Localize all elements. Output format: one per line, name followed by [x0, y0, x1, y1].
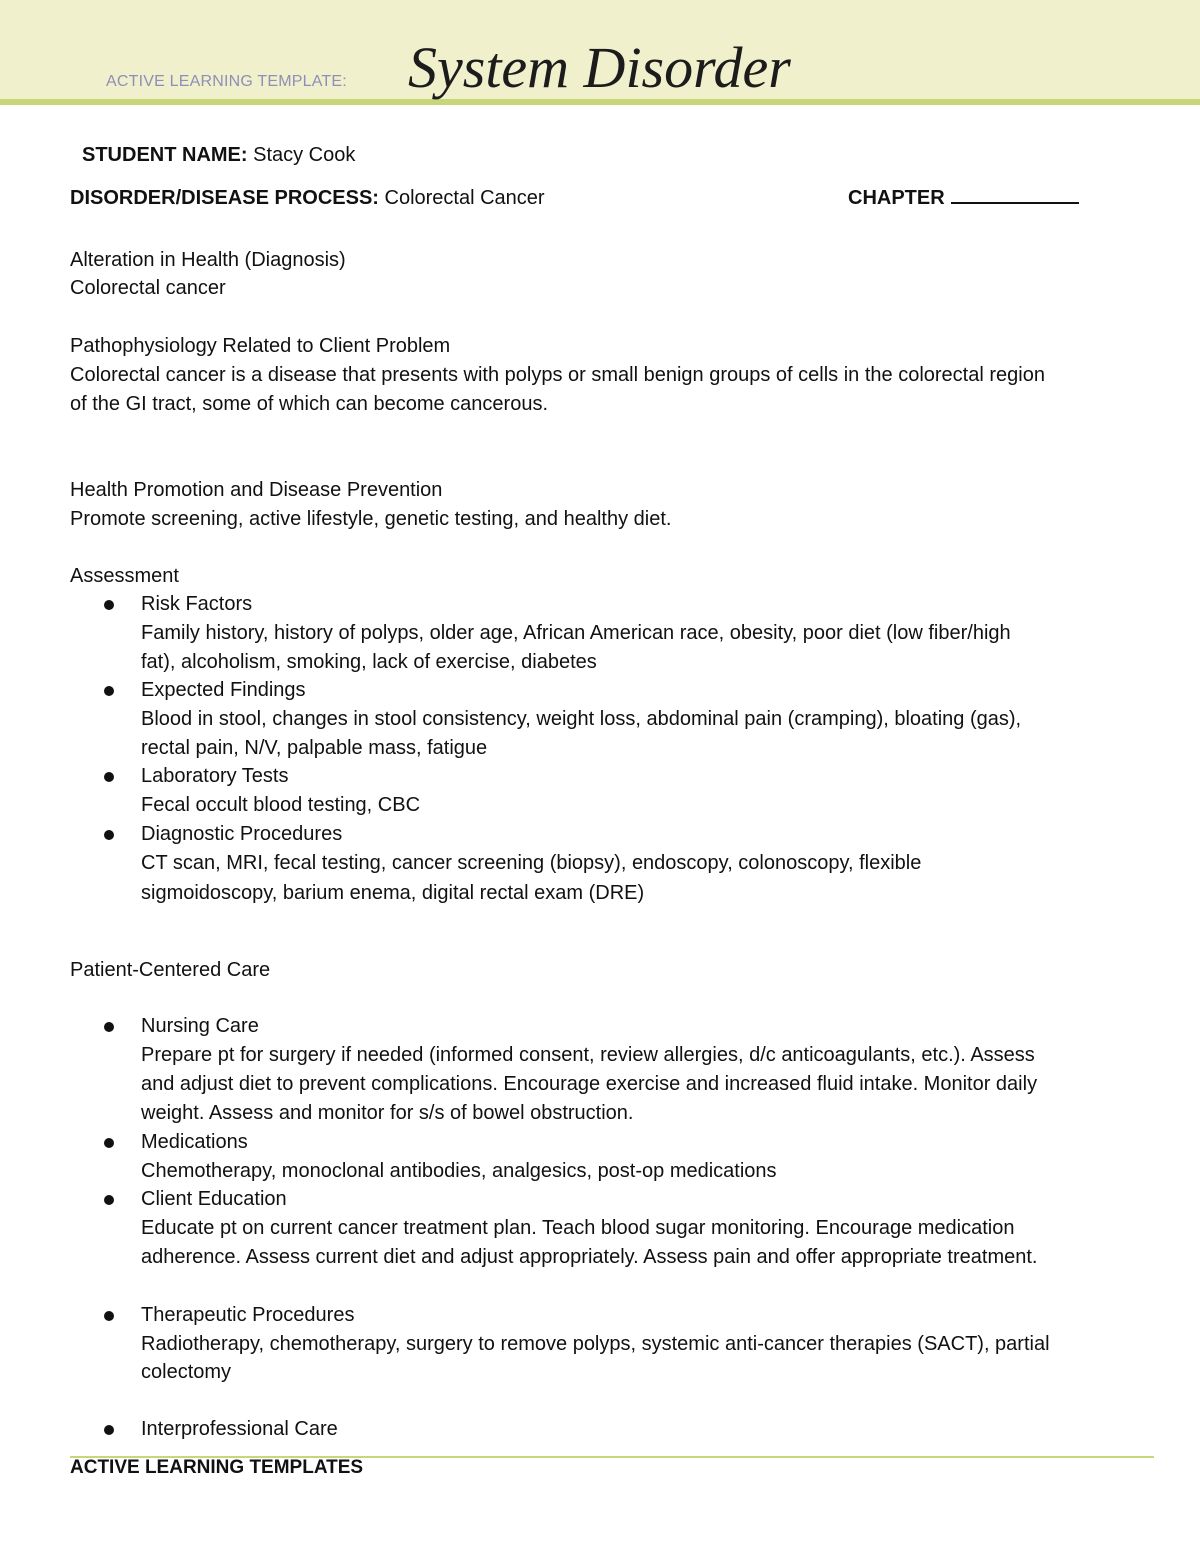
nursing-care-line: and adjust diet to prevent complications. Encourage exercise and increased fluid intake. Monitor daily: [141, 1073, 1038, 1095]
diagnostic-procedures-line: CT scan, MRI, fecal testing, cancer screening (biopsy), endoscopy, colonoscopy, flexible: [141, 852, 922, 874]
laboratory-tests-label: Laboratory Tests: [141, 765, 289, 787]
risk-factors-label: Risk Factors: [141, 593, 253, 615]
client-education-line: adherence. Assess current diet and adjust appropriately. Assess pain and offer appropriate treatment.: [141, 1246, 1038, 1268]
client-education-label: Client Education: [141, 1188, 287, 1210]
alteration-heading: Alteration in Health (Diagnosis): [70, 249, 346, 271]
chapter-field: [848, 184, 1079, 213]
bullet-icon: [104, 772, 114, 782]
bullet-icon: [104, 830, 114, 840]
health-promotion-heading: Health Promotion and Disease Prevention: [70, 479, 443, 501]
bullet-icon: [104, 1195, 114, 1205]
laboratory-tests-line: Fecal occult blood testing, CBC: [141, 794, 421, 816]
student-name-label: STUDENT NAME:: [82, 144, 248, 166]
pathophysiology-line: Colorectal cancer is a disease that presents with polyps or small benign groups of cells in the colorectal region: [70, 364, 1045, 386]
nursing-care-line: weight. Assess and monitor for s/s of bowel obstruction.: [141, 1102, 634, 1124]
chapter-blank-line: [951, 184, 1079, 204]
chapter-label: CHAPTER: [848, 187, 945, 209]
client-education-line: Educate pt on current cancer treatment plan. Teach blood sugar monitoring. Encourage medication: [141, 1217, 1015, 1239]
diagnostic-procedures-label: Diagnostic Procedures: [141, 823, 343, 845]
disorder-label: DISORDER/DISEASE PROCESS:: [70, 187, 379, 209]
pathophysiology-line: of the GI tract, some of which can become cancerous.: [70, 393, 549, 415]
template-label: ACTIVE LEARNING TEMPLATE:: [106, 73, 347, 90]
expected-findings-label: Expected Findings: [141, 679, 306, 701]
disorder-value: Colorectal Cancer: [384, 187, 545, 209]
medications-line: Chemotherapy, monoclonal antibodies, analgesics, post-op medications: [141, 1160, 777, 1182]
template-title: System Disorder: [408, 35, 791, 100]
bullet-icon: [104, 686, 114, 696]
pathophysiology-heading: Pathophysiology Related to Client Problem: [70, 335, 451, 357]
therapeutic-procedures-label: Therapeutic Procedures: [141, 1304, 355, 1326]
therapeutic-procedures-line: colectomy: [141, 1361, 232, 1383]
diagnostic-procedures-line: sigmoidoscopy, barium enema, digital rectal exam (DRE): [141, 882, 645, 904]
student-name-row: [82, 141, 355, 170]
nursing-care-line: Prepare pt for surgery if needed (informed consent, review allergies, d/c anticoagulants, etc.). Assess: [141, 1044, 1035, 1066]
interprofessional-care-label: Interprofessional Care: [141, 1418, 338, 1440]
bullet-icon: [104, 1138, 114, 1148]
therapeutic-procedures-line: Radiotherapy, chemotherapy, surgery to remove polyps, systemic anti-cancer therapies (SACT), partial: [141, 1333, 1050, 1355]
bullet-icon: [104, 600, 114, 610]
patient-care-heading: Patient-Centered Care: [70, 959, 271, 981]
footer-label: ACTIVE LEARNING TEMPLATES: [70, 1457, 364, 1478]
health-promotion-text: Promote screening, active lifestyle, genetic testing, and healthy diet.: [70, 508, 672, 530]
nursing-care-label: Nursing Care: [141, 1015, 259, 1037]
bullet-icon: [104, 1022, 114, 1032]
alteration-text: Colorectal cancer: [70, 277, 226, 299]
student-name-value: Stacy Cook: [253, 144, 356, 166]
risk-factors-line: fat), alcoholism, smoking, lack of exercise, diabetes: [141, 651, 597, 673]
bullet-icon: [104, 1425, 114, 1435]
expected-findings-line: rectal pain, N/V, palpable mass, fatigue: [141, 737, 488, 759]
disorder-row: [70, 184, 545, 213]
assessment-heading: Assessment: [70, 565, 179, 587]
risk-factors-line: Family history, history of polyps, older age, African American race, obesity, poor diet (low fiber/high: [141, 622, 1011, 644]
bullet-icon: [104, 1311, 114, 1321]
expected-findings-line: Blood in stool, changes in stool consistency, weight loss, abdominal pain (cramping), bloating (gas),: [141, 708, 1022, 730]
medications-label: Medications: [141, 1131, 248, 1153]
